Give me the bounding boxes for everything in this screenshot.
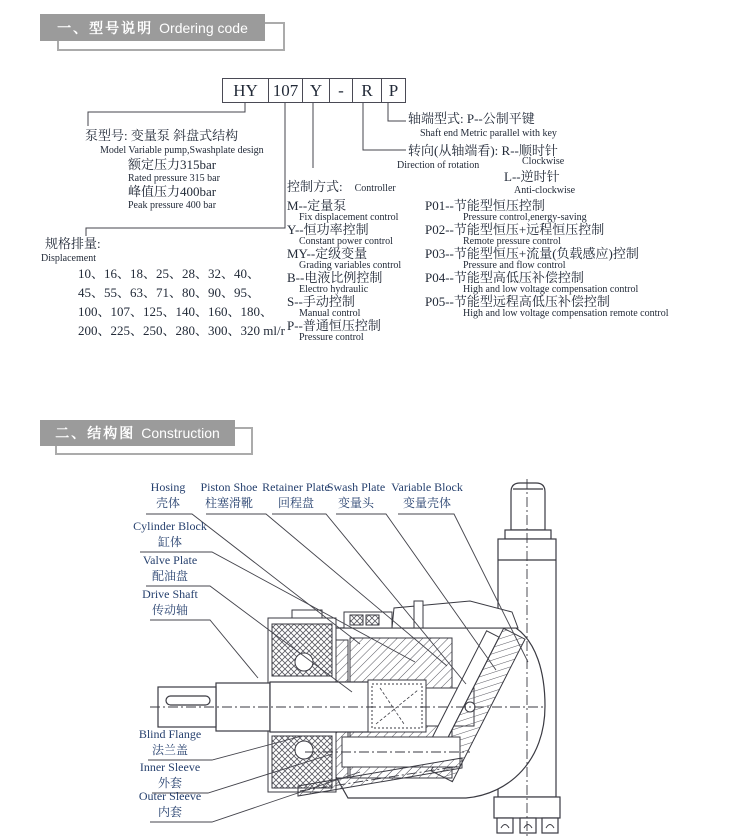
label-zh: 内套 [157,805,182,819]
label-zh: 柱塞滑靴 [204,496,253,510]
label-zh: 外套 [157,776,182,790]
controller-option [287,319,401,342]
label-en: Inner Sleeve [139,760,201,774]
p-option [425,271,669,294]
ordering-code-row [223,78,406,103]
label-zh: 回程盘 [277,496,314,510]
code-box-hy: HY [222,78,269,103]
top-cover [344,601,518,628]
option-en: Electro hydraulic [299,284,369,295]
option-en: Pressure and flow control [463,260,566,271]
displacement-row: 200、225、250、280、300、320 ml/r [78,323,285,338]
controller-heading [287,178,396,196]
label-zh: 变量壳体 [402,496,451,510]
option-code: P03--节能型恒压+流量(负载感应)控制 [425,246,639,261]
lower-piston [342,737,460,767]
p-options [425,199,669,319]
option-code: P05--节能型远程高低压补偿控制 [425,294,610,309]
controller-heading-en: Controller [354,183,396,194]
code-box-p: P [381,78,406,103]
shaft-end-en: Shaft end Metric parallel with key [420,128,557,139]
rated-pressure-zh: 额定压力315bar [128,157,217,172]
pump-housing [335,628,545,798]
controller-options [287,199,401,343]
rotation-zh: 转向(从轴端看): R--顺时针 [408,143,558,158]
bearing-block [268,610,336,792]
displacement-values [78,264,285,340]
label-drive-shaft [115,586,225,619]
label-zh: 配油盘 [151,569,188,583]
label-outer-sleeve [115,788,225,821]
label-zh: 法兰盖 [151,743,188,757]
controller-heading-zh: 控制方式: [287,179,343,194]
code-box-r: R [352,78,382,103]
valve-plate-part [336,640,348,778]
code-box-y: Y [302,78,330,103]
option-code: B--电液比例控制 [287,270,383,285]
label-en: Piston Shoe [200,480,258,494]
peak-pressure-zh: 峰值压力400bar [128,184,217,199]
p-option [425,247,669,270]
swash-plate-part [419,622,525,782]
drive-shaft-part [158,682,374,732]
option-en: Pressure control [299,332,364,343]
label-en: Drive Shaft [142,587,198,601]
piston-shoe-ball [465,702,475,712]
section-1-title-zh: 一、型号说明 [57,19,154,36]
label-en: Cylinder Block [133,519,207,533]
section-2-banner [40,420,235,446]
option-code: S--手动控制 [287,294,355,309]
option-code: M--定量泵 [287,198,347,213]
label-zh: 变量头 [337,496,374,510]
option-en: High and low voltage compensation remote control [463,308,669,319]
rotation-anticlockwise: Anti-clockwise [514,185,576,196]
option-en: Grading variables control [299,260,402,271]
label-en: Variable Block [391,480,463,494]
p-option [425,199,669,222]
piston-assembly [368,680,474,732]
option-code: P--普通恒压控制 [287,318,381,333]
label-en: Outer Sleeve [138,789,202,803]
model-line-en: Model Variable pump,Swashplate design [100,145,264,156]
label-en: Swash Plate [326,480,386,494]
section-1-banner [40,14,265,41]
label-blind-flange [115,726,225,759]
model-line-zh: 泵型号: 变量泵 斜盘式结构 [85,128,239,143]
displacement-zh: 规格排量: [45,236,101,251]
rotation-en: Direction of rotation [397,160,480,171]
label-zh: 传动轴 [151,603,188,617]
displacement-en: Displacement [41,253,96,264]
rotation-clockwise: Clockwise [522,156,565,167]
option-en: Fix displacement control [299,212,399,223]
option-en: Constant power control [299,236,393,247]
label-en: Retainer Plate [262,480,330,494]
controller-option [287,247,401,270]
option-code: P02--节能型恒压+远程恒压控制 [425,222,605,237]
variable-block-cylinder [494,483,560,833]
displacement-row: 10、16、18、25、28、32、40、 [78,266,261,281]
label-en: Valve Plate [142,553,198,567]
label-variable-block [378,479,476,512]
option-en: Manual control [299,308,361,319]
section-2-title-zh: 二、结构图 [55,425,136,441]
option-code: P04--节能型高低压补偿控制 [425,270,584,285]
controller-option [287,295,401,318]
option-en: Pressure control,energy-saving [463,212,587,223]
option-code: MY--定级变量 [287,246,368,261]
peak-pressure-en: Peak pressure 400 bar [128,200,217,211]
p-option [425,223,669,246]
controller-option [287,223,401,246]
feet-icons [501,825,554,829]
label-en: Blind Flange [138,727,202,741]
option-en: High and low voltage compensation control [463,284,639,295]
code-box-dash: - [329,78,353,103]
label-en: Hosing [150,480,186,494]
cylinder-block-part [350,638,452,778]
label-zh: 缸体 [157,535,182,549]
displacement-row: 45、55、63、71、80、90、95、 [78,285,261,300]
label-cylinder-block [115,518,225,551]
p-option [425,295,669,318]
section-1-title-en: Ordering code [159,19,248,36]
option-code: Y--恒功率控制 [287,222,369,237]
rotation-l-zh: L--逆时针 [504,169,560,184]
shaft-end-zh: 轴端型式: P--公制平键 [408,111,535,126]
displacement-row: 100、107、125、140、160、180、 [78,304,274,319]
section-2-title-en: Construction [141,425,220,441]
label-valve-plate [115,552,225,585]
code-box-107: 107 [268,78,303,103]
option-code: P01--节能型恒压控制 [425,198,545,213]
option-en: Remote pressure control [463,236,561,247]
label-zh: 壳体 [155,496,180,510]
controller-option [287,199,401,222]
rated-pressure-en: Rated pressure 315 bar [128,173,220,184]
controller-option [287,271,401,294]
drain-strip [298,758,462,796]
